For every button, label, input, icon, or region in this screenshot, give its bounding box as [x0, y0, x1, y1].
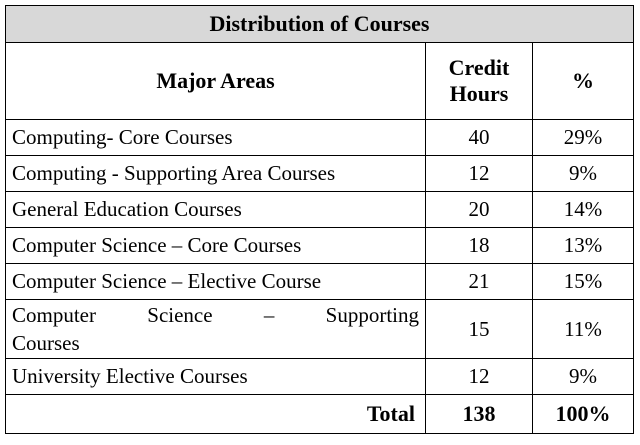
- row-percent: 13%: [533, 228, 634, 264]
- table-header-row: [6, 43, 634, 120]
- total-percent: 100%: [533, 395, 634, 434]
- table-row: [6, 228, 634, 264]
- row-area: Computing - Supporting Area Courses: [6, 156, 426, 192]
- total-row: [6, 395, 634, 434]
- table-row: [6, 156, 634, 192]
- row-credits: 12: [426, 156, 533, 192]
- distribution-table: [5, 5, 634, 434]
- row-percent: 14%: [533, 192, 634, 228]
- table-row: [6, 120, 634, 156]
- row-area: Computer Science – Core Courses: [6, 228, 426, 264]
- row-area: Computer Science – Elective Course: [6, 264, 426, 300]
- row-credits: 12: [426, 359, 533, 395]
- table-row: [6, 264, 634, 300]
- row-credits: 20: [426, 192, 533, 228]
- table-row: [6, 359, 634, 395]
- total-label: Total: [6, 395, 426, 434]
- table-title-row: [6, 6, 634, 43]
- row-credits: 18: [426, 228, 533, 264]
- row-credits: 15: [426, 300, 533, 359]
- row-area: [6, 300, 426, 359]
- table-title: Distribution of Courses: [6, 6, 634, 43]
- table-row: [6, 300, 634, 359]
- row-credits: 40: [426, 120, 533, 156]
- row-percent: 15%: [533, 264, 634, 300]
- total-credits: 138: [426, 395, 533, 434]
- row-area-line1: Computer Science – Supporting: [12, 303, 419, 327]
- row-percent: 29%: [533, 120, 634, 156]
- header-credit-line2: Hours: [449, 81, 509, 106]
- header-credit-hours: [426, 43, 533, 120]
- header-credit-line1: Credit: [448, 55, 510, 80]
- header-percent: %: [533, 43, 634, 120]
- row-percent: 11%: [533, 300, 634, 359]
- row-area: University Elective Courses: [6, 359, 426, 395]
- table-row: [6, 192, 634, 228]
- row-percent: 9%: [533, 359, 634, 395]
- row-credits: 21: [426, 264, 533, 300]
- header-major-areas: Major Areas: [6, 43, 426, 120]
- row-area-line2: Courses: [12, 331, 80, 355]
- row-area: Computing- Core Courses: [6, 120, 426, 156]
- row-area: General Education Courses: [6, 192, 426, 228]
- row-percent: 9%: [533, 156, 634, 192]
